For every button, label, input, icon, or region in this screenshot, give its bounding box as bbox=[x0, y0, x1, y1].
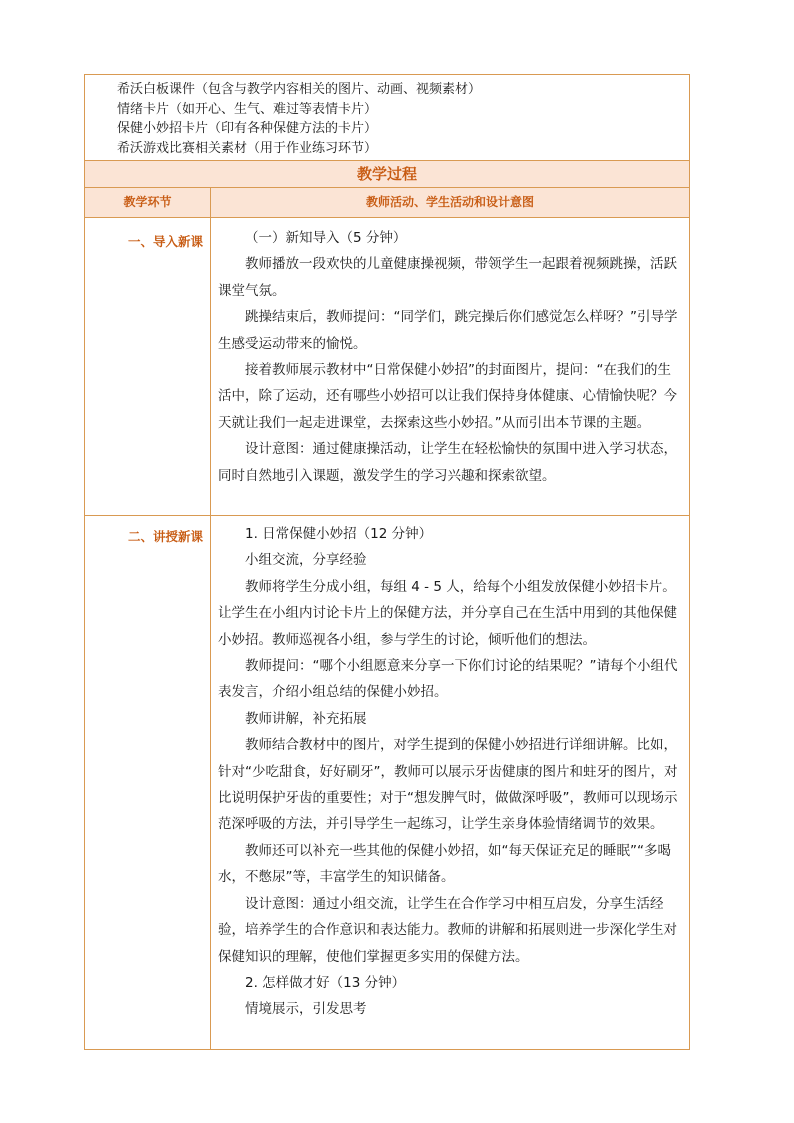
header-stage: 教学环节 bbox=[123, 195, 172, 209]
section-title: 教学过程 bbox=[85, 161, 689, 187]
paragraph: 教师将学生分成小组，每组 4 - 5 人，给每个小组发放保健小妙招卡片。让学生在小组内讨论卡片上的保健方法，并分享自己在生活中用到的其他保健小妙招。教师巡视各小组，参与学生的讨论，倾听他们的想法。 bbox=[218, 578, 677, 648]
stage-content-teaching bbox=[218, 521, 683, 1023]
material-item: 希沃游戏比赛相关素材（用于作业练习环节） bbox=[117, 140, 378, 156]
paragraph: 接着教师展示教材中“日常保健小妙招”的封面图片，提问：“在我们的生活中，除了运动，还有哪些小妙招可以让我们保持身体健康、心情愉快呢？今天就让我们一起走进课堂，去探索这些小妙招。”从而引出本节课的主题。 bbox=[218, 362, 677, 431]
stage-label-intro: 一、导入新课 bbox=[127, 234, 203, 249]
paragraph: （一）新知导入（5 分钟） bbox=[245, 230, 407, 246]
material-item: 情绪卡片（如开心、生气、难过等表情卡片） bbox=[117, 101, 378, 117]
divider bbox=[85, 217, 689, 218]
paragraph: 小组交流，分享经验 bbox=[245, 552, 367, 569]
column-header-row bbox=[85, 188, 689, 217]
stage-content-intro bbox=[218, 225, 683, 489]
stage-label-teaching: 二、讲授新课 bbox=[127, 529, 203, 544]
lesson-plan-table bbox=[84, 74, 690, 1050]
paragraph: 跳操结束后，教师提问：“同学们，跳完操后你们感觉怎么样呀？”引导学生感受运动带来的愉悦。 bbox=[218, 309, 678, 352]
paragraph: 教师还可以补充一些其他的保健小妙招，如“每天保证充足的睡眠”“多喝水，不憋尿”等，丰富学生的知识储备。 bbox=[218, 842, 671, 886]
paragraph: 教师结合教材中的图片，对学生提到的保健小妙招进行详细讲解。比如，针对“少吃甜食，好好刷牙”，教师可以展示牙齿健康的图片和蛀牙的图片，对比说明保护牙齿的重要性；对于“想发脾气时，做做深呼吸”，教师可以现场示范深呼吸的方法，并引导学生一起练习，让学生亲身体验情绪调节的效果。 bbox=[218, 737, 678, 833]
paragraph: 教师播放一段欢快的儿童健康操视频，带领学生一起跟着视频跳操，活跃课堂气氛。 bbox=[218, 256, 677, 299]
materials-list bbox=[85, 75, 689, 159]
paragraph: 2. 怎样做才好（13 分钟） bbox=[245, 974, 406, 991]
paragraph: 教师讲解，补充拓展 bbox=[245, 710, 367, 727]
paragraph: 情境展示，引发思考 bbox=[245, 1001, 367, 1018]
material-item: 希沃白板课件（包含与教学内容相关的图片、动画、视频素材） bbox=[117, 82, 482, 97]
material-item: 保健小妙招卡片（印有各种保健方法的卡片） bbox=[117, 121, 378, 136]
paragraph: 1. 日常保健小妙招（12 分钟） bbox=[245, 526, 433, 542]
divider bbox=[85, 515, 689, 516]
paragraph: 设计意图：通过小组交流，让学生在合作学习中相互启发，分享生活经验，培养学生的合作意识和表达能力。教师的讲解和拓展则进一步深化学生对保健知识的理解，使他们掌握更多实用的保健方法。 bbox=[218, 895, 677, 965]
paragraph: 教师提问：“哪个小组愿意来分享一下你们讨论的结果呢？”请每个小组代表发言，介绍小组总结的保健小妙招。 bbox=[218, 658, 678, 701]
header-activity: 教师活动、学生活动和设计意图 bbox=[365, 195, 534, 209]
column-divider bbox=[210, 188, 211, 1049]
paragraph: 设计意图：通过健康操活动，让学生在轻松愉快的氛围中进入学习状态，同时自然地引入课题，激发学生的学习兴趣和探索欲望。 bbox=[218, 441, 677, 484]
